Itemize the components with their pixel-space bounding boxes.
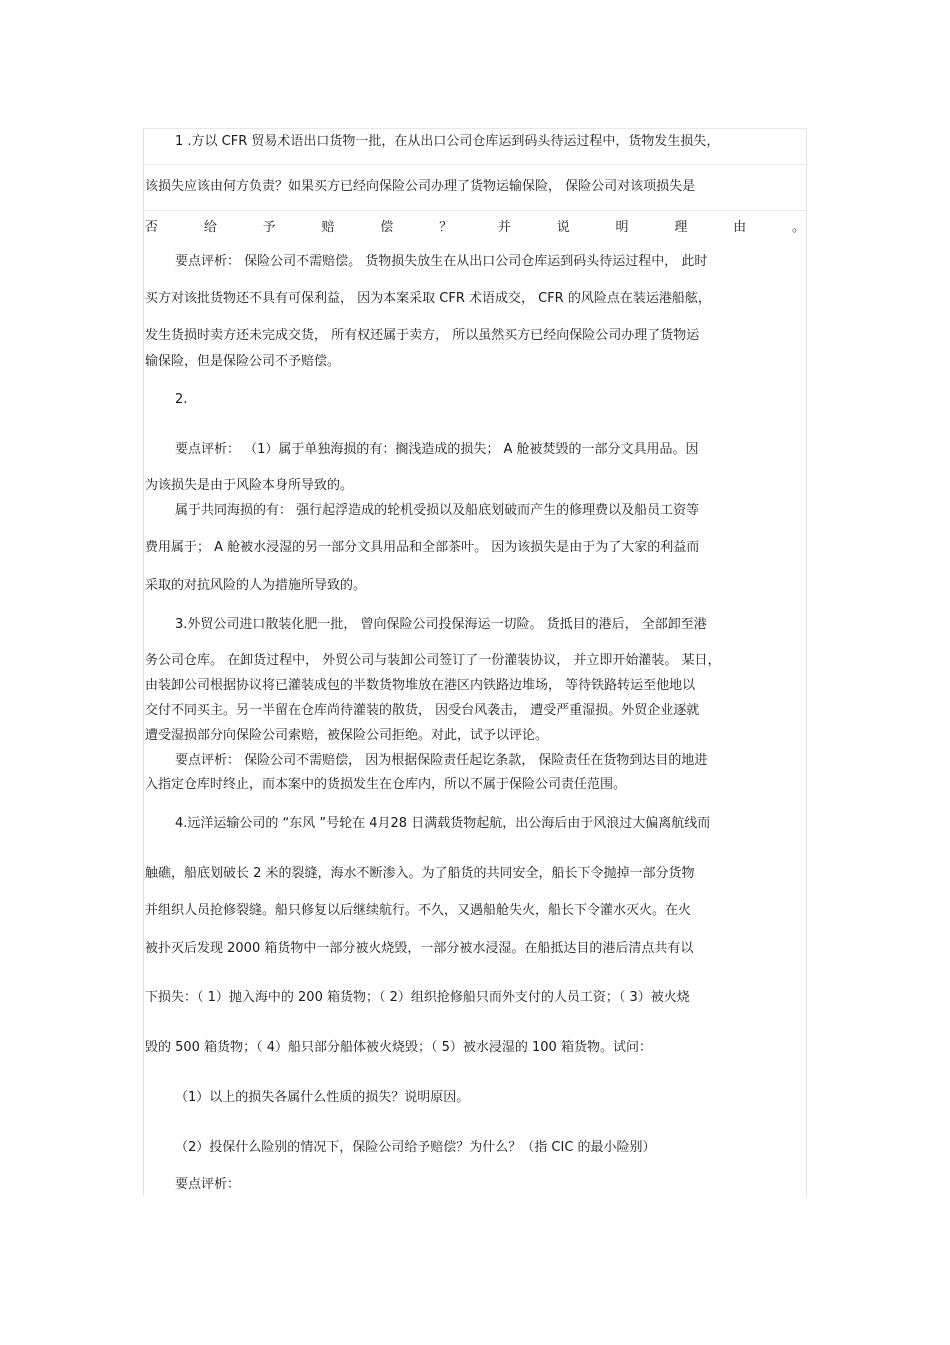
answer-2-line-3: 属于共同海损的有： 强行起浮造成的轮机受损以及船底划破而产生的修理费以及船员工资等 [175,503,700,518]
question-3-line-5: 遭受湿损部分向保险公司索赔，被保险公司拒绝。对此，试予以评论。 [145,728,549,743]
question-4-sub-2: （2）投保什么险别的情况下，保险公司给予赔偿？为什么？（指 CIC 的最小险别） [175,1140,656,1155]
question-4-line-4: 被扑灭后发现 2000 箱货物中一部分被火烧毁，一部分被水浸湿。在船抵达目的港后清点共有以 [145,941,694,956]
left-border-rule [143,128,144,1196]
question-4-sub-1: （1）以上的损失各属什么性质的损失？说明原因。 [175,1090,470,1105]
question-1-line-1: 1 .方以 CFR 贸易术语出口货物一批，在从出口公司仓库运到码头待运过程中，货物发生损失， [175,134,720,149]
right-border-rule [806,128,807,1196]
spaced-char: 赔 [321,220,335,235]
answer-3-line-1: 要点评析： 保险公司不需赔偿， 因为根据保险责任起讫条款， 保险责任在货物到达目的地进 [175,753,708,768]
answer-2-line-2: 为该损失是由于风险本身所导致的。 [145,478,354,493]
answer-2-line-5: 采取的对抗风险的人为措施所导致的。 [145,578,367,593]
question-4-line-5: 下损失：（ 1）抛入海中的 200 箱货物；（ 2）组织抢修船只而外支付的人员工资；（ 3）被火烧 [145,990,690,1005]
spaced-char: 明 [615,220,629,235]
top-border-rule [143,128,807,129]
question-2-number: 2. [175,392,188,407]
spaced-char: 由 [733,220,747,235]
spaced-char: 偿 [380,220,394,235]
spaced-char: 理 [674,220,688,235]
question-4-line-6: 毁的 500 箱货物；（ 4）船只部分船体被火烧毁；（ 5）被水浸湿的 100 箱货物。试问： [145,1040,652,1055]
answer-2-line-4: 费用属于； A 舱被水浸湿的另一部分文具用品和全部茶叶。 因为该损失是由于为了大家的利益而 [145,540,700,555]
answer-4-heading: 要点评析： [175,1177,241,1192]
spaced-char: 说 [556,220,570,235]
spaced-char: 给 [203,220,217,235]
answer-1-line-1: 要点评析： 保险公司不需赔偿。 货物损失放生在从出口公司仓库运到码头待运过程中， 此时 [175,254,708,269]
spaced-char: ？ [439,220,453,235]
question-4-line-2: 触礁，船底划破长 2 米的裂缝，海水不断渗入。为了船货的共同安全，船长下令抛掉一部分货物 [145,866,695,881]
row-rule [143,210,807,211]
spaced-char: 予 [262,220,276,235]
answer-2-line-1: 要点评析： （1）属于单独海损的有：搁浅造成的损失； A 舱被焚毁的一部分文具用品。因 [175,442,699,457]
question-3-line-1: 3.外贸公司进口散装化肥一批， 曾向保险公司投保海运一切险。 货抵目的港后， 全部卸至港 [175,617,707,632]
spaced-char: 否 [145,220,159,235]
question-1-line-3-spaced [145,219,805,237]
question-1-line-2: 该损失应该由何方负责？如果买方已经向保险公司办理了货物运输保险， 保险公司对该项损失是 [145,179,696,194]
question-4-line-3: 并组织人员抢修裂缝。船只修复以后继续航行。不久，又遇船舱失火，船长下令灌水灭火。在火 [145,903,692,918]
question-3-line-4: 交付不同买主。另一半留在仓库尚待灌装的散货， 因受台风袭击， 遭受严重湿损。外贸企业逐就 [145,703,700,718]
row-rule [143,164,807,165]
question-3-line-3: 由装卸公司根据协议将已灌装成包的半数货物堆放在港区内铁路边堆场， 等待铁路转运至他地以 [145,678,696,693]
answer-1-line-4: 输保险，但是保险公司不予赔偿。 [145,354,341,369]
answer-1-line-3: 发生货损时卖方还未完成交货， 所有权还属于卖方， 所以虽然买方已经向保险公司办理了货物运 [145,328,700,343]
spaced-char: 。 [791,220,805,235]
question-4-line-1: 4.远洋运输公司的 “东风 ”号轮在 4月28 日满载货物起航，出公海后由于风浪过大偏离航线而 [175,816,711,831]
answer-3-line-2: 入指定仓库时终止，而本案中的货损发生在仓库内，所以不属于保险公司责任范围。 [145,777,627,792]
question-3-line-2: 务公司仓库。 在卸货过程中， 外贸公司与装卸公司签订了一份灌装协议， 并立即开始灌装。 某日， [145,653,721,668]
answer-1-line-2: 买方对该批货物还不具有可保利益， 因为本案采取 CFR 术语成交， CFR 的风险点在装运港船舷， [145,291,711,306]
spaced-char: 并 [497,220,511,235]
